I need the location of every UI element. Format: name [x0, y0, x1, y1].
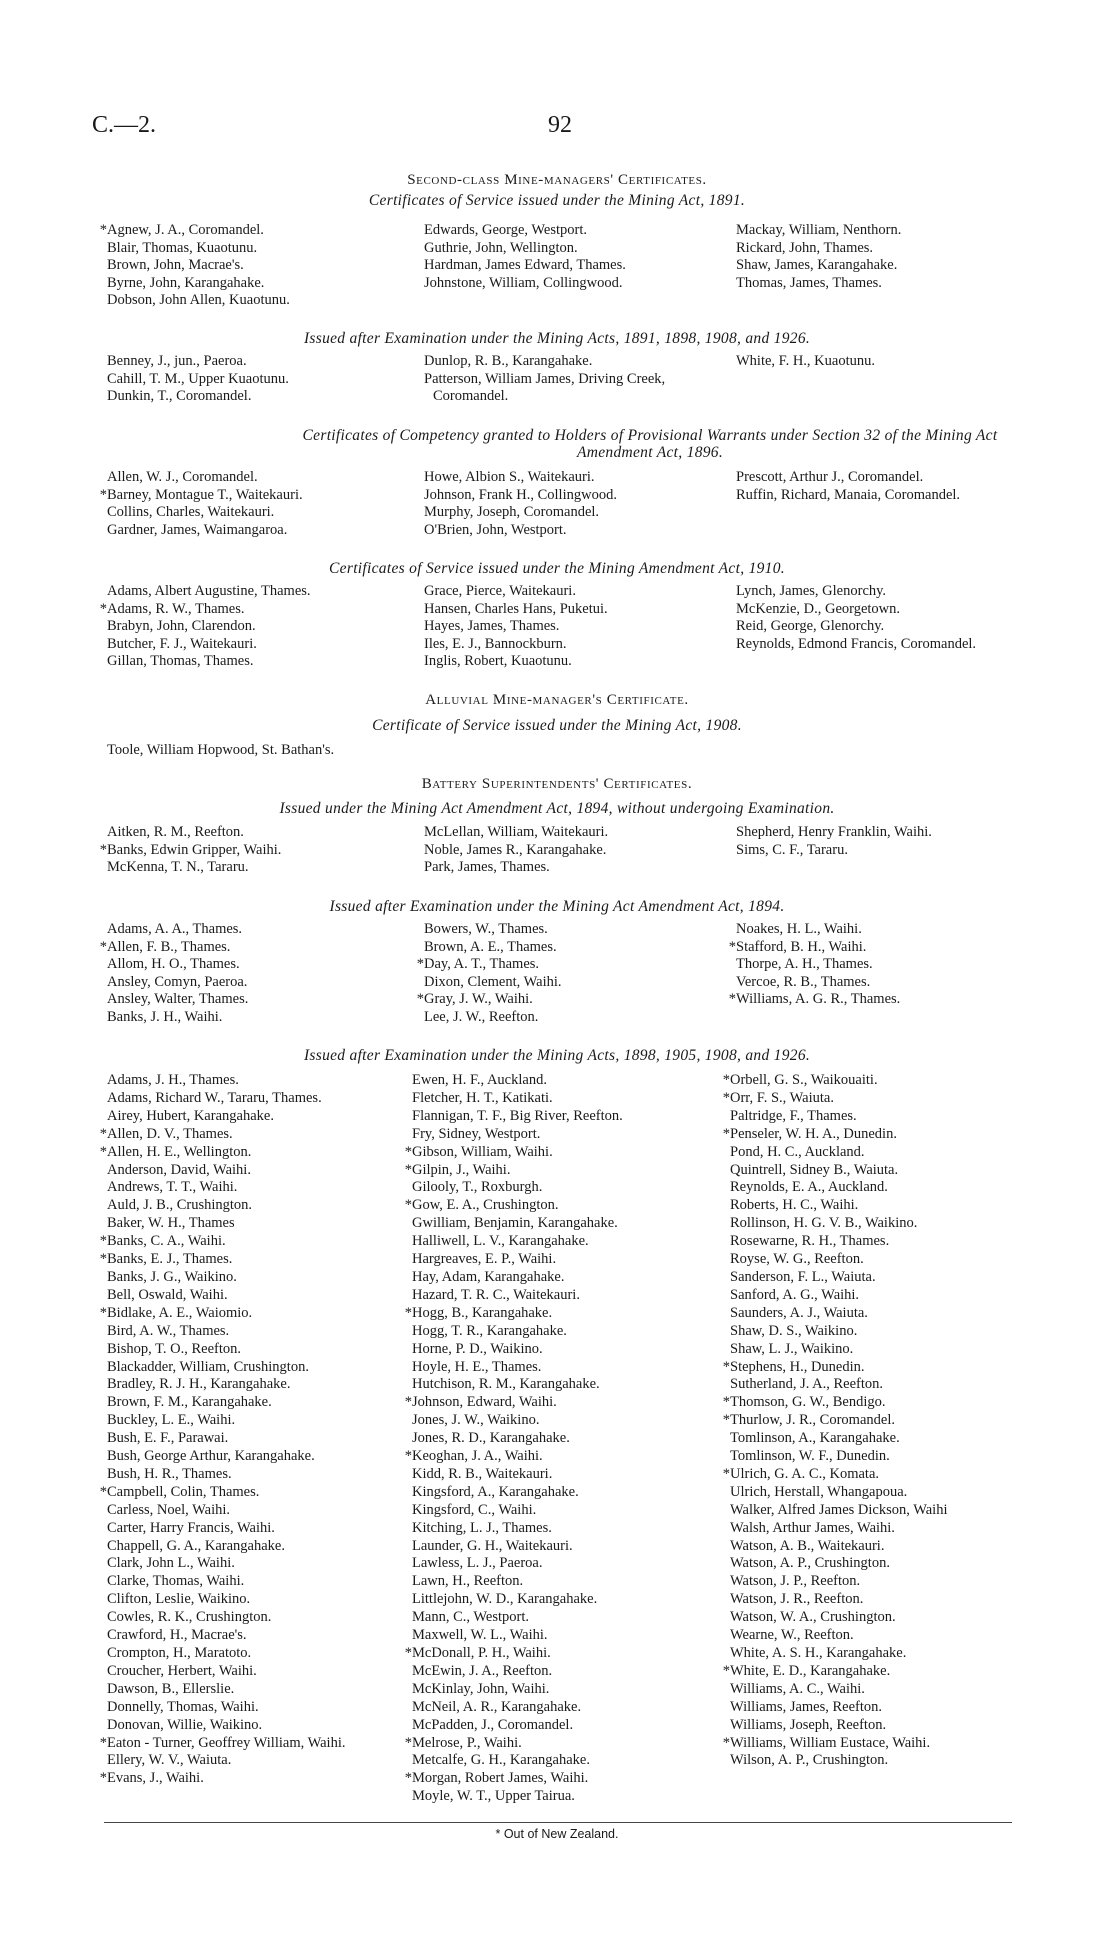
names-column [98, 469, 408, 539]
name-entry: Andrews, T. T., Waihi. [107, 1179, 238, 1196]
name-entry: Mann, C., Westport. [412, 1609, 529, 1626]
name-entry: *Stephens, H., Dunedin. [722, 1358, 865, 1375]
section-subtitle: Certificate of Service issued under the Mining Act, 1908. [372, 717, 742, 734]
name-entry: Rosewarne, R. H., Thames. [730, 1233, 890, 1250]
name-entry: *Gibson, William, Waihi. [404, 1143, 553, 1160]
name-entry: Bell, Oswald, Waihi. [107, 1286, 228, 1303]
name-entry: Mackay, William, Nenthorn. [736, 222, 902, 238]
name-entry: *Banks, E. J., Thames. [99, 1251, 233, 1268]
footnote-rule [104, 1822, 1012, 1823]
name-entry: *Barney, Montague T., Waitekauri. [99, 486, 303, 503]
name-entry: Collins, Charles, Waitekauri. [107, 504, 275, 521]
name-entry: Lee, J. W., Reefton. [424, 1008, 539, 1025]
name-entry: McPadden, J., Coromandel. [412, 1716, 574, 1733]
name-entry: Allom, H. O., Thames. [107, 956, 240, 973]
name-entry: Kitching, L. J., Thames. [412, 1519, 552, 1536]
name-entry: *Orbell, G. S., Waikouaiti. [722, 1072, 878, 1088]
name-entry: Hargreaves, E. P., Waihi. [412, 1251, 557, 1268]
name-entry: *Eaton - Turner, Geoffrey William, Waihi. [99, 1734, 346, 1751]
names-column [727, 824, 1027, 859]
section-subtitle: Issued under the Mining Act Amendment Act, 1894, without undergoing Examination. [279, 800, 835, 817]
name-entry: Bush, George Arthur, Karangahake. [107, 1448, 315, 1465]
names-column [98, 921, 408, 1027]
name-entry: Howe, Albion S., Waitekauri. [424, 469, 595, 485]
names-column [415, 824, 725, 877]
name-entry: Watson, A. P., Crushington. [730, 1555, 890, 1572]
name-entry: Sutherland, J. A., Reefton. [730, 1376, 884, 1393]
name-entry: Brown, A. E., Thames. [424, 938, 557, 955]
name-entry: *Bidlake, A. E., Waiomio. [99, 1304, 253, 1321]
names-column [721, 1072, 1041, 1770]
name-entry: *Banks, C. A., Waihi. [99, 1233, 226, 1250]
name-entry: *Campbell, Colin, Thames. [99, 1483, 260, 1500]
name-entry: Adams, Richard W., Tararu, Thames. [107, 1089, 322, 1106]
name-entry: Auld, J. B., Crushington. [107, 1197, 253, 1214]
name-entry: *Allen, D. V., Thames. [99, 1125, 233, 1142]
name-entry: Cahill, T. M., Upper Kuaotunu. [107, 370, 289, 387]
name-entry: Bush, H. R., Thames. [107, 1465, 232, 1482]
name-entry: *Gray, J. W., Waihi. [416, 991, 533, 1008]
name-entry: Clifton, Leslie, Waikino. [107, 1591, 251, 1608]
name-entry: Ewen, H. F., Auckland. [412, 1072, 547, 1088]
name-entry: Sanford, A. G., Waihi. [730, 1286, 860, 1303]
name-entry: Gillan, Thomas, Thames. [107, 653, 254, 670]
name-entry: Baker, W. H., Thames [107, 1215, 235, 1232]
name-entry: Rollinson, H. G. V. B., Waikino. [730, 1215, 918, 1232]
name-entry: Buckley, L. E., Waihi. [107, 1412, 236, 1429]
section-subtitle: Certificates of Service issued under the Mining Amendment Act, 1910. [329, 560, 785, 577]
name-entry: Rickard, John, Thames. [736, 239, 874, 256]
name-entry: Dunkin, T., Coromandel. [107, 388, 252, 405]
name-entry: McLellan, William, Waitekauri. [424, 824, 609, 840]
name-entry: Anderson, David, Waihi. [107, 1161, 251, 1178]
name-entry: Williams, Joseph, Reefton. [730, 1716, 887, 1733]
name-entry: Brown, John, Macrae's. [107, 257, 244, 274]
name-entry: *Williams, A. G. R., Thames. [728, 991, 901, 1008]
name-entry: Ulrich, Herstall, Whangapoua. [730, 1483, 908, 1500]
name-entry: Wilson, A. P., Crushington. [730, 1752, 889, 1769]
name-entry: McKinlay, John, Waihi. [412, 1680, 550, 1697]
name-entry: Roberts, H. C., Waihi. [730, 1197, 859, 1214]
names-column [727, 222, 1027, 292]
name-entry: Sanderson, F. L., Waiuta. [730, 1268, 876, 1285]
name-entry: Reynolds, Edmond Francis, Coromandel. [736, 635, 977, 652]
names-column [415, 469, 725, 539]
name-entry: Shaw, L. J., Waikino. [730, 1340, 854, 1357]
name-entry: Ruffin, Richard, Manaia, Coromandel. [736, 486, 961, 503]
names-column [403, 1072, 728, 1806]
name-entry: *Adams, R. W., Thames. [99, 600, 245, 617]
footnote: * Out of New Zealand. [495, 1827, 619, 1841]
name-entry: Bush, E. F., Parawai. [107, 1430, 229, 1447]
name-entry: Butcher, F. J., Waitekauri. [107, 635, 257, 652]
name-entry: Launder, G. H., Waitekauri. [412, 1537, 573, 1554]
name-entry: Carter, Harry Francis, Waihi. [107, 1519, 275, 1536]
name-entry: *Orr, F. S., Waiuta. [722, 1089, 834, 1106]
name-entry: Blair, Thomas, Kuaotunu. [107, 239, 258, 256]
name-entry: Adams, J. H., Thames. [107, 1072, 239, 1088]
name-entry: Bishop, T. O., Reefton. [107, 1340, 241, 1357]
name-entry: Pond, H. C., Auckland. [730, 1143, 865, 1160]
name-entry: Kidd, R. B., Waitekauri. [412, 1465, 553, 1482]
name-entry: Crompton, H., Maratoto. [107, 1645, 252, 1661]
name-entry: Hayes, James, Thames. [424, 618, 560, 635]
name-entry: *Williams, William Eustace, Waihi. [722, 1734, 931, 1751]
name-entry: *Allen, H. E., Wellington. [99, 1143, 252, 1160]
name-entry: Watson, J. P., Reefton. [730, 1573, 861, 1590]
name-entry: Brown, F. M., Karangahake. [107, 1394, 272, 1411]
name-entry: Dixon, Clement, Waihi. [424, 973, 562, 990]
name-entry: Cowles, R. K., Crushington. [107, 1609, 272, 1626]
name-entry: Tomlinson, W. F., Dunedin. [730, 1448, 890, 1465]
name-entry: Lawless, L. J., Paeroa. [412, 1555, 543, 1572]
name-entry: Flannigan, T. F., Big River, Reefton. [412, 1107, 623, 1124]
name-entry: Park, James, Thames. [424, 859, 550, 876]
names-column [415, 353, 715, 406]
name-entry: Ansley, Comyn, Paeroa. [107, 973, 248, 990]
name-entry: Crawford, H., Macrae's. [107, 1627, 247, 1644]
name-entry: Edwards, George, Westport. [424, 222, 587, 238]
names-column [727, 583, 1023, 653]
name-entry: Fletcher, H. T., Katikati. [412, 1089, 553, 1106]
name-entry: Jones, R. D., Karangahake. [412, 1430, 570, 1447]
name-entry: Adams, Albert Augustine, Thames. [107, 583, 311, 599]
name-entry: Banks, J. G., Waikino. [107, 1268, 237, 1285]
name-entry: Shaw, James, Karangahake. [736, 257, 898, 274]
name-entry: Donovan, Willie, Waikino. [107, 1716, 263, 1733]
name-entry: Watson, J. R., Reefton. [730, 1591, 864, 1608]
report-code: C.—2. [92, 112, 157, 138]
name-entry: *Evans, J., Waihi. [99, 1770, 204, 1787]
section-subtitle: Certificates of Competency granted to Holders of Provisional Warrants under Section 32 of the Mining Act Amendment Act, 1896. [302, 427, 998, 461]
name-entry: Banks, J. H., Waihi. [107, 1008, 223, 1025]
name-entry: Littlejohn, W. D., Karangahake. [412, 1591, 598, 1608]
name-entry: White, F. H., Kuaotunu. [736, 353, 875, 369]
name-entry: Brabyn, John, Clarendon. [107, 618, 256, 635]
name-entry: Gilooly, T., Roxburgh. [412, 1179, 543, 1196]
names-column [98, 742, 598, 760]
name-entry: Metcalfe, G. H., Karangahake. [412, 1752, 590, 1769]
names-column [727, 921, 1027, 1009]
name-entry: Royse, W. G., Reefton. [730, 1251, 864, 1268]
name-entry: Maxwell, W. L., Waihi. [412, 1627, 548, 1644]
name-entry: Airey, Hubert, Karangahake. [107, 1107, 274, 1124]
names-column [727, 353, 1027, 371]
name-entry: Donnelly, Thomas, Waihi. [107, 1698, 259, 1715]
name-entry: *Banks, Edwin Gripper, Waihi. [99, 841, 282, 858]
name-entry: Lawn, H., Reefton. [412, 1573, 524, 1590]
name-entry: Thorpe, A. H., Thames. [736, 956, 873, 973]
name-entry: Aitken, R. M., Reefton. [107, 824, 244, 840]
names-column [98, 222, 408, 310]
name-entry: Prescott, Arthur J., Coromandel. [736, 469, 924, 485]
name-entry: Watson, W. A., Crushington. [730, 1609, 896, 1626]
name-entry: Chappell, G. A., Karangahake. [107, 1537, 285, 1554]
name-entry: Clark, John L., Waihi. [107, 1555, 235, 1572]
name-entry: *Stafford, B. H., Waihi. [728, 938, 867, 955]
name-entry: Wearne, W., Reefton. [730, 1627, 854, 1644]
name-entry: McKenzie, D., Georgetown. [736, 600, 901, 617]
name-entry: O'Brien, John, Westport. [424, 521, 567, 538]
section-title: Second-class Mine-managers' Certificates. [407, 172, 707, 188]
names-column [98, 353, 408, 406]
name-entry: *Hogg, B., Karangahake. [404, 1304, 553, 1321]
section-subtitle: Issued after Examination under the Mining Acts, 1898, 1905, 1908, and 1926. [303, 1047, 811, 1064]
name-entry: Carless, Noel, Waihi. [107, 1501, 231, 1518]
name-entry: White, A. S. H., Karangahake. [730, 1645, 907, 1661]
name-entry: Guthrie, John, Wellington. [424, 239, 578, 256]
name-entry: Grace, Pierce, Waitekauri. [424, 583, 576, 599]
name-entry: Kingsford, C., Waihi. [412, 1501, 537, 1518]
names-column [98, 583, 408, 671]
name-entry: Walsh, Arthur James, Waihi. [730, 1519, 895, 1536]
name-entry: McEwin, J. A., Reefton. [412, 1662, 553, 1679]
name-entry: Reid, George, Glenorchy. [736, 618, 885, 635]
name-entry: Vercoe, R. B., Thames. [736, 973, 871, 990]
section-title: Alluvial Mine-manager's Certificate. [425, 692, 689, 708]
name-entry: *Thomson, G. W., Bendigo. [722, 1394, 886, 1411]
name-entry: Watson, A. B., Waitekauri. [730, 1537, 885, 1554]
name-entry: Hay, Adam, Karangahake. [412, 1268, 565, 1285]
name-entry: Dobson, John Allen, Kuaotunu. [107, 292, 290, 309]
name-entry: Walker, Alfred James Dickson, Waihi [730, 1501, 948, 1518]
name-entry: *Gow, E. A., Crushington. [404, 1197, 559, 1214]
name-entry: McKenna, T. N., Tararu. [107, 859, 249, 876]
name-entry: Allen, W. J., Coromandel. [107, 469, 258, 485]
section-subtitle: Certificates of Service issued under the Mining Act, 1891. [368, 192, 746, 209]
name-entry: Shaw, D. S., Waikino. [730, 1322, 858, 1339]
name-entry: Hazard, T. R. C., Waitekauri. [412, 1286, 580, 1303]
name-entry: *Day, A. T., Thames. [416, 956, 540, 973]
name-entry: Horne, P. D., Waikino. [412, 1340, 543, 1357]
name-entry: Bradley, R. J. H., Karangahake. [107, 1376, 291, 1393]
name-entry: Hansen, Charles Hans, Puketui. [424, 600, 608, 617]
names-column [415, 921, 725, 1027]
name-entry: Shepherd, Henry Franklin, Waihi. [736, 824, 932, 840]
name-entry: Clarke, Thomas, Waihi. [107, 1573, 245, 1590]
name-entry: Dunlop, R. B., Karangahake. [424, 353, 593, 369]
section-subtitle: Issued after Examination under the Mining Acts, 1891, 1898, 1908, and 1926. [303, 330, 811, 347]
section-title: Battery Superintendents' Certificates. [421, 776, 693, 792]
name-entry: Moyle, W. T., Upper Tairua. [412, 1788, 575, 1805]
names-column [98, 824, 408, 877]
name-entry: *Agnew, J. A., Coromandel. [99, 222, 264, 238]
name-entry: *Penseler, W. H. A., Dunedin. [722, 1125, 897, 1142]
name-entry: Noakes, H. L., Waihi. [736, 921, 862, 937]
name-entry: Benney, J., jun., Paeroa. [107, 353, 247, 369]
name-entry: Noble, James R., Karangahake. [424, 841, 607, 858]
name-entry: *Ulrich, G. A. C., Komata. [722, 1465, 880, 1482]
names-column [415, 222, 725, 292]
name-entry: Williams, James, Reefton. [730, 1698, 883, 1715]
name-entry: Halliwell, L. V., Karangahake. [412, 1233, 589, 1250]
name-entry: Paltridge, F., Thames. [730, 1107, 857, 1124]
name-entry: Jones, J. W., Waikino. [412, 1412, 540, 1429]
name-entry: Murphy, Joseph, Coromandel. [424, 504, 600, 521]
name-entry: Bowers, W., Thames. [424, 921, 548, 937]
name-entry: *Keoghan, J. A., Waihi. [404, 1448, 543, 1465]
name-entry: Reynolds, E. A., Auckland. [730, 1179, 888, 1196]
name-entry: Croucher, Herbert, Waihi. [107, 1662, 257, 1679]
name-entry: Toole, William Hopwood, St. Bathan's. [107, 742, 335, 758]
name-entry: Ansley, Walter, Thames. [107, 991, 249, 1008]
name-entry: Saunders, A. J., Waiuta. [730, 1304, 868, 1321]
name-entry: Fry, Sidney, Westport. [412, 1125, 541, 1142]
name-entry: *White, E. D., Karangahake. [722, 1662, 891, 1679]
name-entry: *Morgan, Robert James, Waihi. [404, 1770, 589, 1787]
name-entry: Gardner, James, Waimangaroa. [107, 521, 288, 538]
name-entry: Bird, A. W., Thames. [107, 1322, 230, 1339]
name-entry: Inglis, Robert, Kuaotunu. [424, 653, 572, 670]
name-entry: Thomas, James, Thames. [736, 274, 882, 291]
name-entry: Hardman, James Edward, Thames. [424, 257, 626, 274]
name-entry: Sims, C. F., Tararu. [736, 841, 848, 858]
name-entry: Hogg, T. R., Karangahake. [412, 1322, 567, 1339]
names-column [415, 583, 725, 671]
name-entry: Blackadder, William, Crushington. [107, 1358, 309, 1375]
name-entry: Tomlinson, A., Karangahake. [730, 1430, 900, 1447]
name-entry: Ellery, W. V., Waiuta. [107, 1752, 232, 1769]
name-entry: *McDonall, P. H., Waihi. [404, 1645, 551, 1661]
name-entry: *Gilpin, J., Waihi. [404, 1161, 511, 1178]
name-entry: Adams, A. A., Thames. [107, 921, 243, 937]
section-subtitle: Issued after Examination under the Mining Act Amendment Act, 1894. [329, 898, 785, 915]
name-entry: Quintrell, Sidney B., Waiuta. [730, 1161, 899, 1178]
name-entry: *Johnson, Edward, Waihi. [404, 1394, 557, 1411]
name-entry: *Thurlow, J. R., Coromandel. [722, 1412, 895, 1429]
names-column [98, 1072, 408, 1788]
name-entry: Johnstone, William, Collingwood. [424, 274, 623, 291]
name-entry: Gwilliam, Benjamin, Karangahake. [412, 1215, 618, 1232]
name-entry: Johnson, Frank H., Collingwood. [424, 486, 617, 503]
name-entry: Williams, A. C., Waihi. [730, 1680, 865, 1697]
name-entry: Lynch, James, Glenorchy. [736, 583, 887, 599]
name-entry: Dawson, B., Ellerslie. [107, 1680, 235, 1697]
name-entry: Patterson, William James, Driving Creek, Coromandel. [424, 370, 666, 405]
page-number: 92 [548, 112, 572, 138]
name-entry: Kingsford, A., Karangahake. [412, 1483, 579, 1500]
name-entry: Iles, E. J., Bannockburn. [424, 635, 567, 652]
name-entry: Hoyle, H. E., Thames. [412, 1358, 542, 1375]
name-entry: Hutchison, R. M., Karangahake. [412, 1376, 600, 1393]
name-entry: Byrne, John, Karangahake. [107, 274, 265, 291]
name-entry: *Allen, F. B., Thames. [99, 938, 231, 955]
names-column [727, 469, 1047, 504]
name-entry: *Melrose, P., Waihi. [404, 1734, 522, 1751]
name-entry: McNeil, A. R., Karangahake. [412, 1698, 582, 1715]
